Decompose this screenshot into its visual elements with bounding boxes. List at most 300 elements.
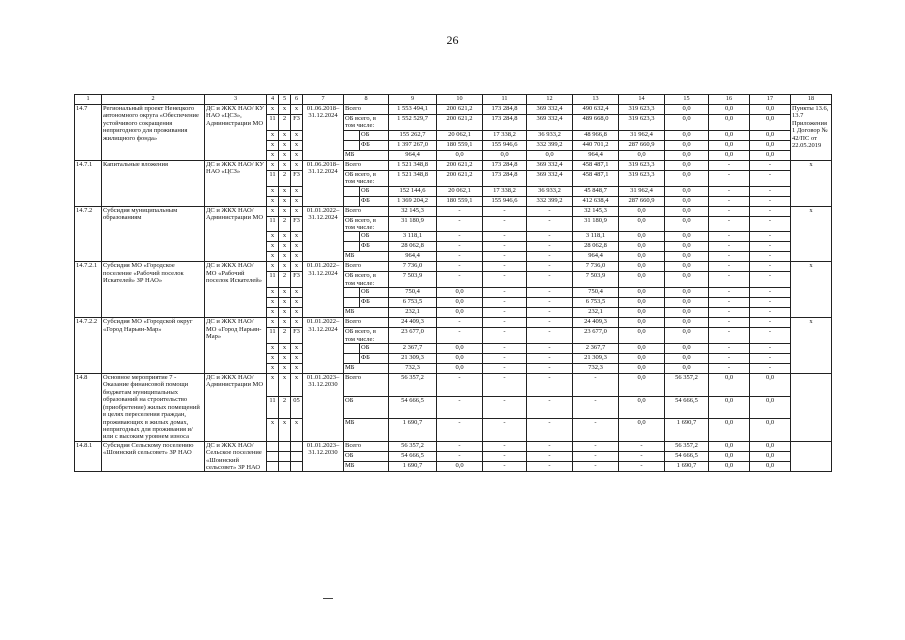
value-cell: - [527,451,573,461]
value-cell: 0,0 [619,262,665,272]
code-cell: x [291,288,303,298]
value-cell: 0,0 [709,451,750,461]
code-cell: x [267,206,279,216]
header-cell: 9 [389,95,437,105]
code-cell [267,451,279,461]
value-cell: 232,1 [573,308,619,318]
value-cell: 48 966,8 [573,130,619,140]
value-cell: - [527,318,573,328]
executor: ДС и ЖКХ НАО/ МО «Город Нарьян-Мар» [205,318,267,374]
header-cell: 8 [344,95,389,105]
value-cell: 21 309,3 [573,354,619,364]
value-cell: 3 118,1 [573,232,619,242]
source-label: МБ [344,252,389,262]
header-cell: 13 [573,95,619,105]
value-cell: 0,0 [619,318,665,328]
code-cell [267,441,279,451]
code-cell: x [267,419,279,442]
value-cell: - [709,328,750,344]
value-cell: 332 399,2 [527,196,573,206]
value-cell: 0,0 [709,441,750,451]
value-cell: 23 677,0 [573,328,619,344]
value-cell: 0,0 [665,364,709,374]
code-cell: F3 [291,272,303,288]
source-label: МБ [344,364,389,374]
value-cell: 964,4 [573,150,619,160]
source-indent [344,288,360,298]
value-cell: 0,0 [619,374,665,397]
value-cell: - [437,451,483,461]
value-cell: - [750,308,791,318]
value-cell: - [437,206,483,216]
source-label: ОБ всего, в том числе: [344,272,389,288]
source-label: МБ [344,150,389,160]
code-cell: x [267,186,279,196]
value-cell: 490 632,4 [573,105,619,115]
code-cell: x [279,130,291,140]
value-cell: 0,0 [437,288,483,298]
code-cell: x [291,150,303,160]
value-cell: - [437,396,483,419]
value-cell: 28 062,8 [573,242,619,252]
value-cell: - [437,328,483,344]
value-cell: 0,0 [709,105,750,115]
value-cell: - [750,298,791,308]
code-cell: x [279,344,291,354]
value-cell: 56 357,2 [389,374,437,397]
value-cell: 0,0 [619,354,665,364]
source-label: ОБ всего, в том числе: [344,170,389,186]
value-cell: 45 848,7 [573,186,619,196]
value-cell: 1 690,7 [389,462,437,472]
source-indent [344,344,360,354]
value-cell: 20 062,1 [437,130,483,140]
value-cell: 2 367,7 [573,344,619,354]
code-cell: x [291,344,303,354]
value-cell: - [527,328,573,344]
code-cell: 11 [267,115,279,131]
value-cell: - [483,374,527,397]
value-cell: - [527,419,573,442]
source-indent [344,242,360,252]
value-cell: - [709,170,750,186]
value-cell: 287 660,9 [619,140,665,150]
value-cell: 3 118,1 [389,232,437,242]
value-cell: 0,0 [709,419,750,442]
value-cell: - [709,252,750,262]
value-cell: 0,0 [527,150,573,160]
value-cell: 200 621,2 [437,105,483,115]
period: 01.01.2022– 31.12.2024 [303,206,344,262]
header-cell: 10 [437,95,483,105]
value-cell: 173 284,8 [483,170,527,186]
value-cell: 1 690,7 [389,419,437,442]
value-cell: - [750,354,791,364]
source-label: Всего [344,318,389,328]
code-cell: x [267,288,279,298]
value-cell: 152 144,6 [389,186,437,196]
code-cell: x [279,186,291,196]
value-cell: 0,0 [437,298,483,308]
value-cell: 23 677,0 [389,328,437,344]
code-cell: x [291,318,303,328]
value-cell: 54 666,5 [389,396,437,419]
value-cell: 232,1 [389,308,437,318]
value-cell: 0,0 [750,419,791,442]
note: x [791,262,832,318]
value-cell: 0,0 [750,451,791,461]
code-cell: x [279,318,291,328]
value-cell: 0,0 [437,354,483,364]
code-cell: F3 [291,170,303,186]
value-cell: - [483,206,527,216]
activity-name: Субсидия Сельскому поселению «Шоинский сельсовет» ЗР НАО [102,441,205,472]
value-cell: - [527,216,573,232]
value-cell: 32 145,3 [389,206,437,216]
value-cell: 0,0 [619,242,665,252]
value-cell: 0,0 [665,160,709,170]
value-cell: 0,0 [750,441,791,451]
value-cell: 56 357,2 [389,441,437,451]
value-cell: - [573,419,619,442]
value-cell: 369 332,4 [527,115,573,131]
code-cell: x [267,374,279,397]
value-cell: - [750,318,791,328]
value-cell: 0,0 [437,150,483,160]
value-cell: 0,0 [665,252,709,262]
value-cell: 0,0 [437,364,483,374]
code-cell: x [267,140,279,150]
source-indent [344,298,360,308]
value-cell: 0,0 [750,150,791,160]
value-cell: 0,0 [709,140,750,150]
value-cell: 0,0 [665,298,709,308]
value-cell: 0,0 [619,150,665,160]
code-cell: x [267,105,279,115]
code-cell [279,441,291,451]
code-cell: x [291,130,303,140]
value-cell: - [527,252,573,262]
value-cell: 0,0 [665,344,709,354]
value-cell: 173 284,8 [483,160,527,170]
value-cell: 0,0 [665,308,709,318]
note: x [791,318,832,374]
budget-table-container [74,94,832,472]
period: 01.06.2018– 31.12.2024 [303,160,344,206]
value-cell: - [709,344,750,354]
value-cell: 0,0 [665,288,709,298]
value-cell: 0,0 [709,150,750,160]
code-cell [291,451,303,461]
value-cell: 31 962,4 [619,130,665,140]
header-cell: 6 [291,95,303,105]
value-cell: - [437,216,483,232]
value-cell: 7 736,0 [573,262,619,272]
value-cell: 56 357,2 [665,441,709,451]
value-cell: - [483,344,527,354]
value-cell: - [573,441,619,451]
source-sub: ФБ [360,354,389,364]
value-cell: 0,0 [619,288,665,298]
value-cell: 7 736,0 [389,262,437,272]
value-cell: 732,3 [389,364,437,374]
value-cell: 0,0 [665,262,709,272]
note [791,441,832,472]
value-cell: - [527,262,573,272]
code-cell: x [291,186,303,196]
value-cell: - [750,288,791,298]
value-cell: 0,0 [665,354,709,364]
value-cell: 1 521 348,8 [389,160,437,170]
executor: ДС и ЖКХ НАО/ КУ НАО «ЦСЗ» [205,160,267,206]
value-cell: - [483,308,527,318]
value-cell: - [750,328,791,344]
table-row [75,262,832,272]
code-cell: x [291,105,303,115]
source-sub: ФБ [360,196,389,206]
code-cell: x [291,374,303,397]
value-cell: 54 666,5 [665,396,709,419]
code-cell: x [279,252,291,262]
value-cell: 6 753,5 [389,298,437,308]
value-cell: 36 933,2 [527,130,573,140]
value-cell: - [437,262,483,272]
value-cell: 1 690,7 [665,462,709,472]
value-cell: 0,0 [619,396,665,419]
value-cell: - [709,196,750,206]
source-label: ОБ [344,451,389,461]
source-indent [344,196,360,206]
table-body [75,95,832,472]
value-cell: 0,0 [665,130,709,140]
activity-name: Субсидия МО «Городское поселение «Рабочий поселок Искателей» ЗР НАО» [102,262,205,318]
value-cell: 319 623,3 [619,115,665,131]
code-cell: 11 [267,396,279,419]
value-cell: 319 623,3 [619,160,665,170]
source-indent [344,140,360,150]
value-cell: 458 487,1 [573,160,619,170]
code-cell: 2 [279,396,291,419]
code-cell: x [267,318,279,328]
value-cell: 0,0 [619,206,665,216]
value-cell: - [750,186,791,196]
value-cell: - [483,272,527,288]
value-cell: - [573,451,619,461]
code-cell: 11 [267,170,279,186]
code-cell: x [279,262,291,272]
value-cell: 32 145,3 [573,206,619,216]
value-cell: 31 180,9 [573,216,619,232]
source-label: ОБ всего, в том числе: [344,216,389,232]
code-cell: x [291,196,303,206]
source-label: ОБ всего, в том числе: [344,328,389,344]
source-indent [344,186,360,196]
value-cell: 458 487,1 [573,170,619,186]
value-cell: 0,0 [750,396,791,419]
value-cell: 54 666,5 [665,451,709,461]
value-cell: 173 284,8 [483,105,527,115]
header-cell: 3 [205,95,267,105]
value-cell: - [437,374,483,397]
code-cell: x [291,262,303,272]
value-cell: 0,0 [709,130,750,140]
value-cell: - [483,354,527,364]
value-cell: - [573,396,619,419]
code-cell: x [279,206,291,216]
source-label: МБ [344,462,389,472]
row-number: 14.8.1 [75,441,102,472]
value-cell: 0,0 [619,344,665,354]
value-cell: - [527,354,573,364]
value-cell: - [483,419,527,442]
activity-name: Субсидия муниципальным образованиям [102,206,205,262]
value-cell: - [709,232,750,242]
code-cell: 11 [267,328,279,344]
value-cell: - [527,272,573,288]
row-number: 14.8 [75,374,102,442]
value-cell: 155 262,7 [389,130,437,140]
value-cell: 0,0 [665,105,709,115]
value-cell: 1 553 494,1 [389,105,437,115]
value-cell: 369 332,4 [527,105,573,115]
code-cell: x [291,160,303,170]
value-cell: - [527,298,573,308]
value-cell: - [750,160,791,170]
value-cell: 0,0 [437,308,483,318]
value-cell: 0,0 [709,396,750,419]
code-cell: x [279,242,291,252]
value-cell: - [750,344,791,354]
header-cell: 7 [303,95,344,105]
value-cell: - [483,288,527,298]
value-cell: - [709,364,750,374]
value-cell: - [527,396,573,419]
header-cell: 1 [75,95,102,105]
value-cell: 21 309,3 [389,354,437,364]
code-cell: x [267,308,279,318]
value-cell: - [619,462,665,472]
header-cell: 11 [483,95,527,105]
value-cell: - [709,288,750,298]
budget-table [74,94,832,472]
value-cell: 7 503,9 [573,272,619,288]
code-cell: x [279,232,291,242]
code-cell: x [267,252,279,262]
value-cell: 412 638,4 [573,196,619,206]
value-cell: 0,0 [619,328,665,344]
source-sub: ОБ [360,232,389,242]
value-cell: 180 559,1 [437,196,483,206]
code-cell: x [267,232,279,242]
value-cell: 0,0 [665,232,709,242]
value-cell: 0,0 [750,374,791,397]
code-cell: F3 [291,216,303,232]
value-cell: 2 367,7 [389,344,437,354]
value-cell: 750,4 [573,288,619,298]
value-cell: 369 332,4 [527,170,573,186]
value-cell: - [750,364,791,374]
value-cell: - [527,441,573,451]
source-label: Всего [344,374,389,397]
row-number: 14.7.2.1 [75,262,102,318]
value-cell: 319 623,3 [619,105,665,115]
executor: ДС и ЖКХ НАО/ МО «Рабочий поселок Искателей» [205,262,267,318]
source-label: Всего [344,206,389,216]
value-cell: - [437,252,483,262]
value-cell: 31 962,4 [619,186,665,196]
activity-name: Субсидия МО «Городской округ «Город Нарьян-Мар» [102,318,205,374]
value-cell: 0,0 [709,374,750,397]
value-cell: 24 409,3 [573,318,619,328]
activity-name: Капитальные вложения [102,160,205,206]
value-cell: - [750,170,791,186]
code-cell: x [267,344,279,354]
header-cell: 15 [665,95,709,105]
code-cell: x [279,308,291,318]
value-cell: 0,0 [437,462,483,472]
footer-dash [323,598,333,599]
source-label: МБ [344,419,389,442]
source-indent [344,232,360,242]
code-cell: x [291,364,303,374]
code-cell: x [291,232,303,242]
value-cell: 173 284,8 [483,115,527,131]
period: 01.01.2023– 31.12.2030 [303,374,344,442]
source-label: Всего [344,441,389,451]
value-cell: 155 946,6 [483,140,527,150]
value-cell: - [709,262,750,272]
value-cell: 0,0 [665,115,709,131]
value-cell: 1 369 204,2 [389,196,437,206]
source-label: Всего [344,105,389,115]
code-cell: x [279,364,291,374]
row-number: 14.7.1 [75,160,102,206]
value-cell: 1 690,7 [665,419,709,442]
value-cell: 0,0 [750,140,791,150]
value-cell: 369 332,4 [527,160,573,170]
table-row [75,105,832,115]
code-cell: x [267,298,279,308]
value-cell: 0,0 [437,344,483,354]
code-cell [279,451,291,461]
source-label: Всего [344,262,389,272]
code-cell: x [279,160,291,170]
code-cell: x [267,364,279,374]
row-number: 14.7.2.2 [75,318,102,374]
code-cell: 2 [279,170,291,186]
value-cell: 56 357,2 [665,374,709,397]
value-cell: - [483,462,527,472]
value-cell: 36 933,2 [527,186,573,196]
table-row [75,441,832,451]
value-cell: 0,0 [665,328,709,344]
header-cell: 14 [619,95,665,105]
value-cell: 1 397 267,0 [389,140,437,150]
value-cell: 489 668,0 [573,115,619,131]
source-label: МБ [344,308,389,318]
value-cell: - [750,252,791,262]
table-row [75,318,832,328]
value-cell: 31 180,9 [389,216,437,232]
value-cell: 0,0 [619,216,665,232]
value-cell: - [527,206,573,216]
code-cell: 2 [279,115,291,131]
value-cell: 732,3 [573,364,619,374]
source-indent [344,354,360,364]
value-cell: - [750,216,791,232]
code-cell: x [267,196,279,206]
value-cell: - [483,252,527,262]
